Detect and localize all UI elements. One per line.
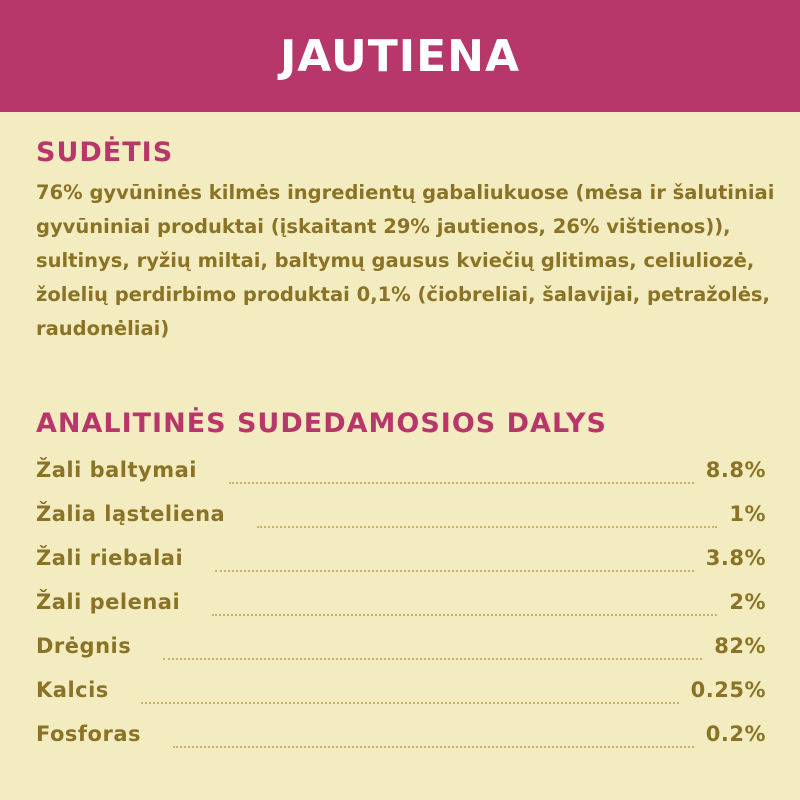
title-banner xyxy=(0,0,800,112)
row-leader-dots xyxy=(215,570,694,572)
row-leader-dots xyxy=(257,526,717,528)
row-name: Žalia ląsteliena xyxy=(36,502,226,526)
analytical-row xyxy=(36,672,766,716)
row-leader-dots xyxy=(141,702,679,704)
composition-line: žolelių perdirbimo produktai 0,1% (čiobreliai, šalavijai, petražolės, xyxy=(36,283,770,306)
row-value: 0.25% xyxy=(690,678,766,702)
composition-line: raudonėliai) xyxy=(36,317,170,340)
composition-line: sultinys, ryžių miltai, baltymų gausus kviečių glitimas, celiuliozė, xyxy=(36,249,755,272)
row-value: 8.8% xyxy=(705,458,766,482)
row-name: Drėgnis xyxy=(36,634,132,658)
analytical-row xyxy=(36,540,766,584)
row-name: Žali riebalai xyxy=(36,546,184,570)
composition-heading: SUDĖTIS xyxy=(36,137,174,168)
row-leader-dots xyxy=(212,614,717,616)
row-name: Žali pelenai xyxy=(36,590,181,614)
analytical-heading: ANALITINĖS SUDEDAMOSIOS DALYS xyxy=(36,408,607,439)
row-name: Fosforas xyxy=(36,722,142,746)
row-value: 2% xyxy=(729,590,766,614)
analytical-row xyxy=(36,628,766,672)
row-name: Žali baltymai xyxy=(36,458,197,482)
row-value: 1% xyxy=(729,502,766,526)
row-leader-dots xyxy=(173,746,694,748)
composition-line: 76% gyvūninės kilmės ingredientų gabaliukuose (mėsa ir šalutiniai xyxy=(36,181,775,204)
row-value: 0.2% xyxy=(705,722,766,746)
row-leader-dots xyxy=(229,482,694,484)
analytical-list xyxy=(36,452,766,760)
row-value: 82% xyxy=(714,634,766,658)
composition-line: gyvūniniai produktai (įskaitant 29% jautienos, 26% vištienos)), xyxy=(36,215,731,238)
analytical-row xyxy=(36,584,766,628)
composition-text xyxy=(36,176,776,346)
analytical-row xyxy=(36,716,766,760)
row-leader-dots xyxy=(163,658,702,660)
row-value: 3.8% xyxy=(705,546,766,570)
analytical-row xyxy=(36,496,766,540)
row-name: Kalcis xyxy=(36,678,109,702)
analytical-row xyxy=(36,452,766,496)
page-title: JAUTIENA xyxy=(279,30,521,82)
